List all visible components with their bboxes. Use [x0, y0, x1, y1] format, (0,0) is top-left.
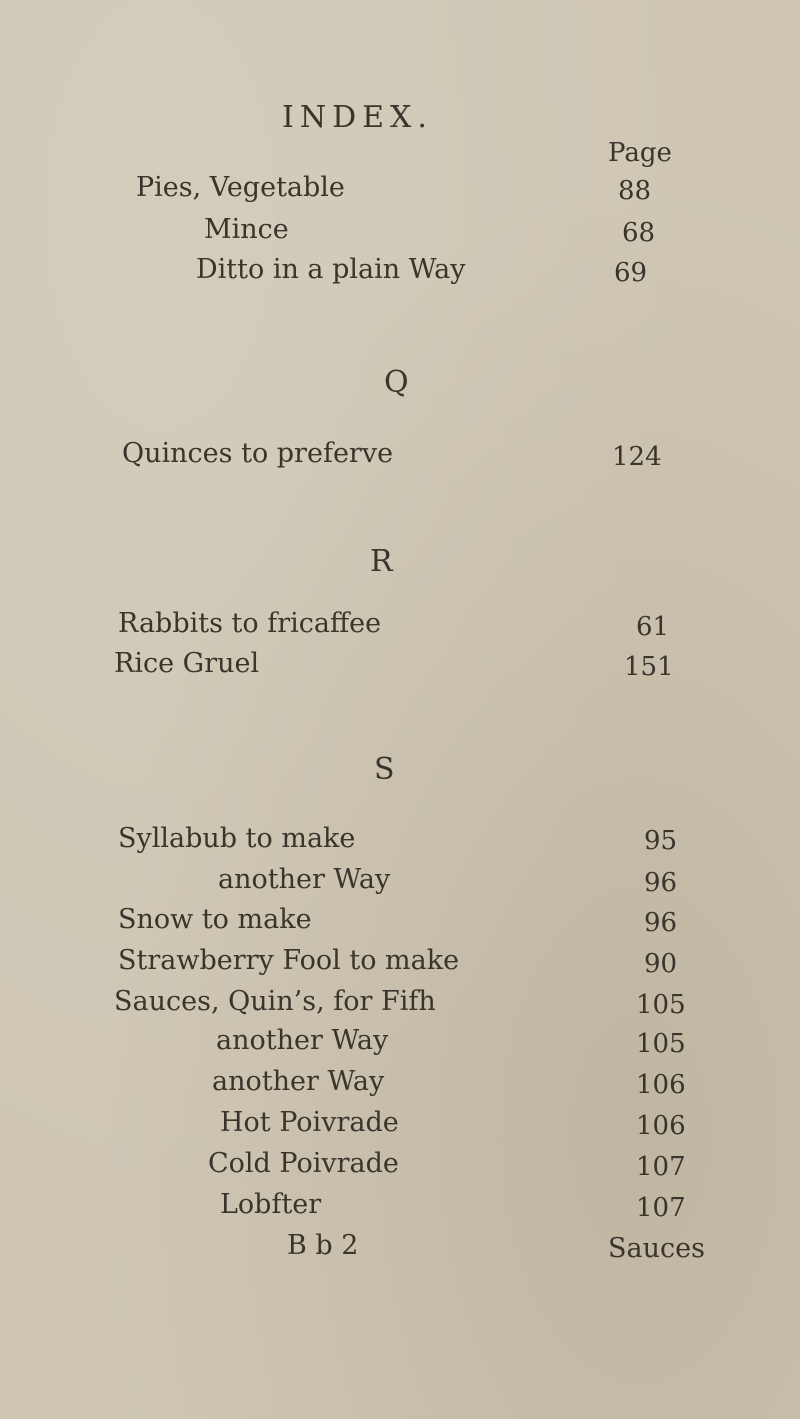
index-entry-sauces-quins: Sauces, Quin’s, for Fifh: [114, 986, 436, 1017]
index-entry-snow: Snow to make: [118, 904, 312, 935]
section-letter-q: Q: [384, 365, 409, 400]
page-number: 105: [636, 990, 686, 1020]
page-number: 96: [644, 868, 678, 898]
page-number: 69: [614, 258, 648, 288]
page-number: 88: [618, 176, 652, 206]
page-number: 95: [644, 826, 678, 856]
catchword: Sauces: [608, 1233, 705, 1264]
index-entry-cold-poivrade: Cold Poivrade: [208, 1148, 399, 1179]
page-number: 106: [636, 1111, 686, 1141]
signature-mark: B b 2: [287, 1230, 359, 1261]
index-entry-sauces-another-way-2: another Way: [212, 1066, 385, 1097]
index-entry-rice-gruel: Rice Gruel: [114, 648, 260, 679]
page-title: INDEX.: [282, 100, 433, 135]
index-entry-syllabub-another-way: another Way: [218, 864, 391, 895]
page-number: 106: [636, 1070, 686, 1100]
index-entry-sauces-another-way-1: another Way: [216, 1025, 389, 1056]
page-number: 105: [636, 1029, 686, 1059]
section-letter-s: S: [374, 752, 395, 787]
page-number: 107: [636, 1152, 686, 1182]
index-entry-ditto-plain-way: Ditto in a plain Way: [196, 254, 466, 285]
page-number: 68: [622, 218, 656, 248]
page-number: 107: [636, 1193, 686, 1223]
index-entry-pies-vegetable: Pies, Vegetable: [136, 172, 345, 203]
page-number: 90: [644, 949, 678, 979]
page-number: 124: [612, 442, 662, 472]
index-entry-quinces: Quinces to preferve: [122, 438, 394, 469]
page-number: 151: [624, 652, 674, 682]
index-entry-hot-poivrade: Hot Poivrade: [220, 1107, 399, 1138]
page-number: 61: [636, 612, 670, 642]
page-column-header: Page: [608, 138, 672, 168]
index-entry-syllabub: Syllabub to make: [118, 823, 356, 854]
page-number: 96: [644, 908, 678, 938]
index-entry-rabbits: Rabbits to fricaffee: [118, 608, 382, 639]
index-entry-strawberry-fool: Strawberry Fool to make: [118, 945, 460, 976]
index-entry-lobster: Lobfter: [220, 1189, 322, 1220]
index-entry-mince: Mince: [204, 214, 289, 245]
section-letter-r: R: [370, 544, 393, 579]
